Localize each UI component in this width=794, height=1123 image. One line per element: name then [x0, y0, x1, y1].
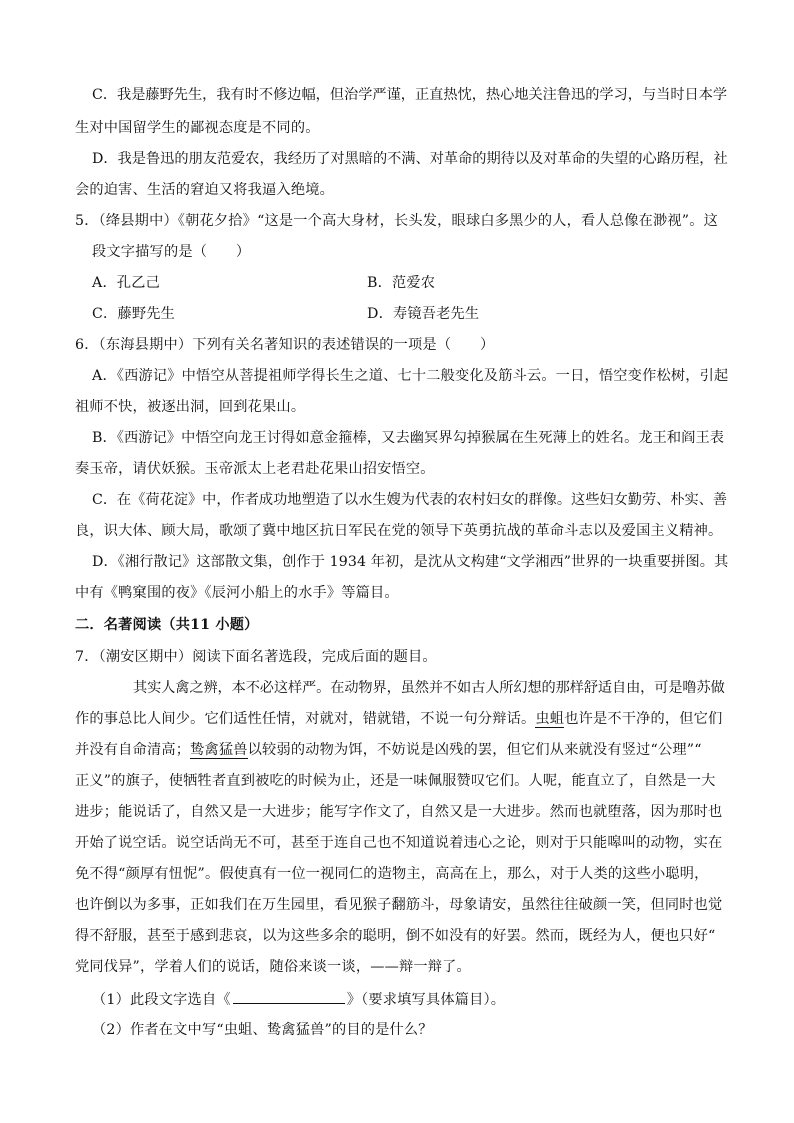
- passage-line-3-head: 并没有自命清高；: [75, 742, 191, 758]
- passage-line-6: 开始了说空话。说空话尚无不可，甚至于连自己也不知道说着违心之论，则对于只能嗥叫的动物，实在: [75, 835, 723, 851]
- passage-line-2-text: 作的事总比人间少。它们适性任情，对就对，错就错，不说一句分辩话。: [75, 711, 536, 727]
- passage-line-9: 得不舒服，甚至于感到悲哀，以为这些多余的聪明，倒不如没有的好罢。然而，既经为人，便也只好“: [75, 928, 716, 944]
- q7-sub1-suffix: 》（要求填写具体篇目）。: [346, 992, 506, 1008]
- q5-option-a: A．孔乙己: [92, 275, 160, 291]
- passage-line-2: [75, 709, 722, 729]
- q5-option-d: D．寿镜吾老先生: [367, 306, 480, 322]
- q6-option-a-line2: 祖师不快，被逐出洞，回到花果山。: [75, 399, 306, 415]
- passage-line-7: 免不得“颜厚有忸怩”。假使真有一位一视同仁的造物主，高高在上，那么，对于人类的这些小聪明，: [75, 866, 709, 882]
- q6-stem: 6．（东海县期中）下列有关名著知识的表述错误的一项是（ ）: [75, 337, 495, 353]
- passage-line-4: 正义”的旗子，使牺牲者直到被吃的时候为止，还是一味佩服赞叹它们。人呢，能直立了，自然是一大: [75, 773, 716, 789]
- q4-option-d-line2: 会的迫害、生活的窘迫又将我逼入绝境。: [75, 182, 334, 198]
- q4-option-c-line1: C．我是藤野先生，我有时不修边幅，但治学严谨，正直热忱，热心地关注鲁迅的学习，与当时日本学: [92, 87, 728, 103]
- passage-line-3: [75, 740, 702, 760]
- passage-keyword-insect: 虫蛆: [535, 711, 565, 727]
- q5-stem-line2: 段文字描写的是（ ）: [92, 244, 251, 260]
- q7-sub2: （2）作者在文中写“虫蛆、鸷禽猛兽”的目的是什么？: [92, 1022, 433, 1038]
- answer-blank[interactable]: [233, 989, 345, 1004]
- q7-sub1: [92, 989, 505, 1010]
- q6-option-c-line2: 良，识大体、顾大局，歌颂了冀中地区抗日军民在党的领导下英勇抗战的革命斗志以及爱国主义精神。: [75, 523, 723, 539]
- q6-option-d-line2: 中有《鸭窠围的夜》《辰河小船上的水手》等篇目。: [75, 585, 399, 601]
- passage-line-8: 也许倒以为多事，正如我们在万生园里，看见猴子翻筋斗，母象请安，虽然往往破颜一笑，但同时也觉: [75, 897, 723, 913]
- q6-option-c-line1: C．在《荷花淀》中，作者成功地塑造了以水生嫂为代表的农村妇女的群像。这些妇女勤劳、朴实、善: [92, 492, 728, 508]
- q7-sub1-prefix: （1）此段文字选自《: [92, 992, 231, 1008]
- q6-option-b-line1: B．《西游记》中悟空向龙王讨得如意金箍棒，又去幽冥界勾掉猴属在生死薄上的姓名。龙王和阎王表: [92, 430, 725, 446]
- q5-stem-line1: 5．（绛县期中）《朝花夕拾》“这是一个高大身材，长头发，眼球白多黑少的人，看人总像在渺视”。这: [75, 213, 718, 229]
- q5-option-b: B．范爱农: [367, 275, 436, 291]
- q6-option-b-line2: 奏玉帝，请伏妖猴。玉帝派太上老君赴花果山招安悟空。: [75, 461, 435, 477]
- q7-stem: 7．（潮安区期中）阅读下面名著选段，完成后面的题目。: [75, 649, 437, 665]
- passage-line-3-tail: 以较弱的动物为饵，不妨说是凶残的罢，但它们从来就没有竖过“公理”“: [247, 742, 702, 758]
- q5-option-c: C．藤野先生: [92, 306, 175, 322]
- q6-option-d-line1: D．《湘行散记》这部散文集，创作于 1934 年初，是沈从文构建“文学湘西”世界的一块重要拼图。其: [92, 554, 729, 570]
- passage-line-5: 进步；能说话了，自然又是一大进步；能写字作文了，自然又是一大进步。然而也就堕落，因为那时也: [75, 804, 723, 820]
- passage-keyword-beasts: 鸷禽猛兽: [190, 742, 248, 758]
- q4-option-d-line1: D．我是鲁迅的朋友范爱农，我经历了对黑暗的不满、对革命的期待以及对革命的失望的心路历程，社: [92, 151, 728, 167]
- q4-option-c-line2: 生对中国留学生的鄙视态度是不同的。: [75, 120, 320, 136]
- q6-option-a-line1: A．《西游记》中悟空从菩提祖师学得长生之道、七十二般变化及筋斗云。一日，悟空变作松树，引起: [92, 368, 729, 384]
- passage-line-10: 党同伐异”，学着人们的说话，随俗来谈一谈，——辩一辩了。: [75, 959, 471, 975]
- passage-line-1: 其实人禽之辨，本不必这样严。在动物界，虽然并不如古人所幻想的那样舒适自由，可是噜苏做: [133, 680, 725, 696]
- passage-line-2-tail: 也许是不干净的，但它们: [564, 711, 723, 727]
- section-heading: 二．名著阅读（共11 小题）: [75, 617, 259, 633]
